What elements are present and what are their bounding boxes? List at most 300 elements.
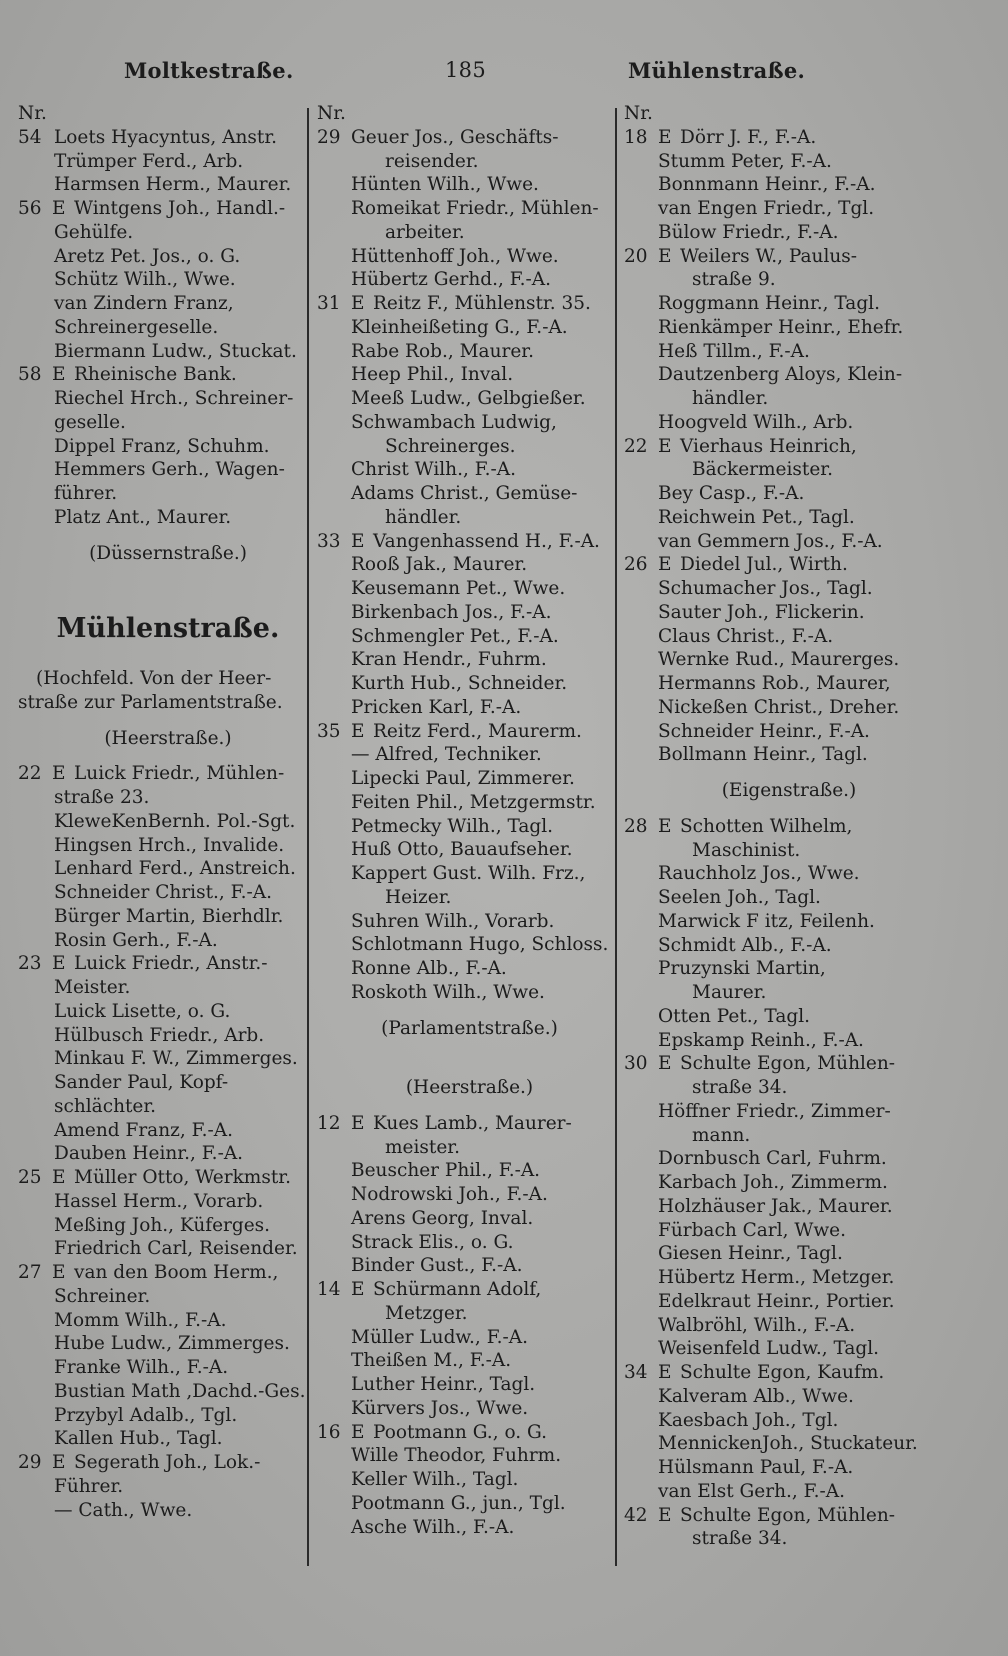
cross-street: (Heerstraße.): [104, 727, 232, 749]
entry-continuation: reisender.: [385, 150, 479, 172]
directory-entry: [317, 601, 622, 625]
resident-name: Hingsen Hrch., Invalide.: [54, 834, 285, 856]
directory-entry: [624, 363, 954, 387]
directory-entry: [18, 1071, 318, 1095]
resident-name: Asche Wilh., F.-A.: [351, 1516, 515, 1538]
resident-name: van Gemmern Jos., F.-A.: [658, 530, 883, 552]
directory-entry: [18, 1332, 318, 1356]
house-number: 54: [18, 126, 42, 148]
house-number: 16: [317, 1421, 341, 1443]
directory-entry: [624, 957, 954, 981]
directory-entry: [624, 1337, 954, 1361]
house-number: 30: [624, 1053, 648, 1075]
directory-entry: [18, 245, 318, 269]
resident-name: Nodrowski Joh., F.-A.: [351, 1184, 548, 1205]
directory-entry: [317, 1278, 622, 1302]
resident-name: MennickenJoh., Stuckateur.: [658, 1433, 918, 1455]
resident-name: Kurth Hub., Schneider.: [351, 673, 568, 694]
directory-entry: [18, 1095, 318, 1119]
entry-continuation: führer.: [54, 483, 118, 504]
directory-entry: [18, 1119, 318, 1143]
resident-name: Roskoth Wilh., Wwe.: [351, 981, 545, 1003]
entry-continuation: Maurer.: [692, 982, 767, 1003]
resident-name: Lenhard Ferd., Anstreich.: [54, 858, 296, 880]
owner-marker: E: [658, 1504, 672, 1526]
resident-name: Seelen Joh., Tagl.: [658, 887, 821, 908]
directory-entry: [624, 1124, 954, 1148]
resident-name: Schneider Christ., F.-A.: [54, 882, 272, 903]
resident-name: Minkau F. W., Zimmerges.: [54, 1048, 298, 1070]
directory-entry: [624, 577, 954, 601]
entry-block: [317, 126, 622, 1005]
directory-entry: [624, 387, 954, 411]
directory-entry: [624, 696, 954, 720]
directory-entry: [18, 1214, 318, 1238]
directory-entry: [317, 1159, 622, 1183]
house-number: 29: [18, 1452, 42, 1473]
owner-marker: E: [52, 364, 66, 386]
resident-name: Rienkämper Heinr., Ehefr.: [658, 316, 904, 338]
street-description: (Hochfeld. Von der Heer-: [36, 668, 272, 689]
directory-entry: [317, 1516, 622, 1540]
directory-entry: [624, 506, 954, 530]
resident-name: Luther Heinr., Tagl.: [351, 1374, 536, 1395]
resident-name: Hübertz Herm., Metzger.: [658, 1267, 895, 1288]
directory-entry: [317, 862, 622, 886]
directory-entry: [18, 1427, 318, 1451]
cross-street: (Düssernstraße.): [89, 542, 247, 564]
resident-name: Ronne Alb., F.-A.: [351, 958, 507, 979]
directory-entry: [317, 221, 622, 245]
resident-name: Müller Otto, Werkmstr.: [74, 1167, 291, 1188]
directory-entry: [18, 834, 318, 858]
directory-entry: [317, 506, 622, 530]
resident-name: Pruzynski Martin,: [658, 958, 826, 980]
directory-entry: [624, 1029, 954, 1053]
directory-entry: [624, 530, 954, 554]
directory-entry: [18, 1475, 318, 1499]
resident-name: Höffner Friedr., Zimmer-: [658, 1100, 891, 1122]
owner-marker: E: [351, 293, 365, 314]
directory-entry: [624, 934, 954, 958]
directory-entry: [624, 720, 954, 744]
entry-continuation: Heizer.: [385, 886, 452, 908]
entry-block: [18, 762, 318, 1522]
resident-name: Diedel Jul., Wirth.: [680, 554, 848, 576]
resident-name: Hassel Herm., Vorarb.: [54, 1190, 264, 1212]
cross-street: (Heerstraße.): [405, 1077, 534, 1098]
directory-entry: [317, 1207, 622, 1231]
directory-entry: [317, 720, 622, 744]
owner-marker: E: [658, 126, 672, 148]
directory-entry: [317, 363, 622, 387]
resident-name: Rheinische Bank.: [74, 364, 237, 386]
directory-entry: [317, 886, 622, 910]
house-number: 23: [18, 953, 42, 975]
house-number: 12: [317, 1112, 341, 1134]
directory-entry: [624, 1052, 954, 1076]
directory-entry: [317, 1468, 622, 1492]
resident-name: Stumm Peter, F.-A.: [658, 150, 832, 172]
entry-continuation: Gehülfe.: [54, 221, 134, 243]
resident-name: Pricken Karl, F.-A.: [351, 696, 522, 718]
resident-name: Rauchholz Jos., Wwe.: [658, 863, 860, 885]
resident-name: Wintgens Joh., Handl.-: [74, 198, 286, 219]
directory-entry: [317, 1136, 622, 1160]
resident-name: Schmengler Pet., F.-A.: [351, 625, 559, 647]
owner-marker: E: [351, 1112, 365, 1134]
resident-name: Schulte Egon, Mühlen-: [680, 1053, 896, 1075]
directory-entry: [317, 1349, 622, 1373]
directory-entry: [317, 838, 622, 862]
directory-entry: [18, 952, 318, 976]
resident-name: van Elst Gerh., F.-A.: [658, 1480, 845, 1502]
resident-name: Schütz Wilh., Wwe.: [54, 269, 236, 291]
resident-name: — Alfred, Techniker.: [351, 744, 542, 766]
directory-entry: [18, 387, 318, 411]
directory-entry: [18, 1166, 318, 1190]
entry-continuation: mann.: [692, 1124, 751, 1146]
directory-entry: [317, 696, 622, 720]
entry-continuation: Metzger.: [385, 1302, 468, 1324]
directory-entry: [18, 1047, 318, 1071]
directory-entry: [624, 221, 954, 245]
directory-entry: [317, 245, 622, 269]
directory-entry: [624, 1504, 954, 1528]
owner-marker: E: [658, 435, 672, 457]
directory-entry: [317, 648, 622, 672]
resident-name: Geuer Jos., Geschäfts-: [351, 126, 559, 148]
resident-name: Meeß Ludw., Gelbgießer.: [351, 388, 586, 409]
directory-entry: [317, 411, 622, 435]
house-number: 28: [624, 815, 648, 837]
resident-name: Riechel Hrch., Schreiner-: [54, 388, 294, 409]
resident-name: Binder Gust., F.-A.: [351, 1255, 523, 1277]
entry-continuation: geselle.: [54, 411, 126, 433]
directory-entry: [18, 1404, 318, 1428]
directory-entry: [317, 743, 622, 767]
house-number: 35: [317, 720, 341, 742]
resident-name: Rabe Rob., Maurer.: [351, 340, 534, 362]
resident-name: Marwick F itz, Feilenh.: [658, 910, 875, 932]
owner-marker: E: [52, 763, 66, 785]
entry-continuation: Schreinerges.: [385, 435, 516, 457]
resident-name: Kaesbach Joh., Tgl.: [658, 1409, 839, 1431]
directory-entry: [18, 1261, 318, 1285]
owner-marker: E: [52, 953, 66, 975]
house-number: 20: [624, 245, 648, 267]
directory-entry: [624, 1290, 954, 1314]
directory-entry: [624, 815, 954, 839]
resident-name: Keller Wilh., Tagl.: [351, 1469, 519, 1490]
resident-name: Beuscher Phil., F.-A.: [351, 1160, 541, 1182]
directory-entry: [317, 126, 622, 150]
directory-entry: [18, 268, 318, 292]
directory-entry: [317, 1373, 622, 1397]
house-number: 31: [317, 293, 341, 314]
directory-entry: [317, 340, 622, 364]
resident-name: — Cath., Wwe.: [54, 1499, 193, 1521]
house-number: 27: [18, 1262, 42, 1283]
directory-entry: [18, 1142, 318, 1166]
directory-entry: [624, 1076, 954, 1100]
directory-entry: [624, 245, 954, 269]
resident-name: Reichwein Pet., Tagl.: [658, 506, 855, 528]
directory-entry: [624, 672, 954, 696]
resident-name: Wernke Rud., Maurerges.: [658, 649, 900, 671]
resident-name: Kalveram Alb., Wwe.: [658, 1385, 854, 1407]
owner-marker: E: [351, 530, 365, 552]
column-3: [624, 102, 954, 1551]
directory-entry: [317, 1231, 622, 1255]
resident-name: Suhren Wilh., Vorarb.: [351, 910, 555, 932]
house-number: 26: [624, 554, 648, 576]
entry-block: [624, 126, 954, 767]
street-description: straße zur Parlamentstraße.: [18, 691, 283, 713]
resident-name: Hemmers Gerh., Wagen-: [54, 459, 285, 481]
resident-name: Sauter Joh., Flickerin.: [658, 601, 865, 623]
directory-entry: [317, 672, 622, 696]
resident-name: Nickeßen Christ., Dreher.: [658, 696, 900, 718]
owner-marker: E: [52, 1167, 66, 1188]
resident-name: Dörr J. F., F.-A.: [680, 126, 817, 148]
directory-entry: [624, 743, 954, 767]
resident-name: Arens Georg, Inval.: [351, 1207, 534, 1229]
directory-entry: [317, 957, 622, 981]
directory-entry: [317, 150, 622, 174]
directory-entry: [624, 1195, 954, 1219]
directory-entry: [624, 1432, 954, 1456]
entry-continuation: Maschinist.: [692, 839, 801, 861]
resident-name: Roggmann Heinr., Tagl.: [658, 293, 880, 314]
resident-name: Schotten Wilhelm,: [680, 815, 853, 837]
resident-name: Hülbusch Friedr., Arb.: [54, 1024, 265, 1046]
resident-name: Kleinheißeting G., F.-A.: [351, 316, 568, 338]
resident-name: Weisenfeld Ludw., Tagl.: [658, 1338, 880, 1360]
resident-name: Hübertz Gerhd., F.-A.: [351, 269, 552, 291]
resident-name: Petmecky Wilh., Tagl.: [351, 815, 554, 837]
resident-name: Weilers W., Paulus-: [680, 245, 858, 267]
directory-entry: [624, 126, 954, 150]
resident-name: Kappert Gust. Wilh. Frz.,: [351, 863, 586, 884]
directory-entry: [624, 1409, 954, 1433]
directory-entry: [18, 150, 318, 174]
entry-block: [18, 126, 318, 530]
house-number: 34: [624, 1362, 648, 1383]
nr-label: Nr.: [624, 103, 653, 124]
entry-continuation: Führer.: [54, 1475, 124, 1497]
directory-entry: [18, 1380, 318, 1404]
resident-name: Vierhaus Heinrich,: [680, 435, 857, 457]
resident-name: Vangenhassend H., F.-A.: [373, 530, 600, 552]
resident-name: Schneider Heinr., F.-A.: [658, 720, 870, 742]
owner-marker: E: [658, 815, 672, 837]
directory-entry: [18, 1024, 318, 1048]
directory-entry: [624, 1527, 954, 1551]
directory-entry: [18, 126, 318, 150]
directory-entry: [317, 387, 622, 411]
resident-name: Otten Pet., Tagl.: [658, 1005, 810, 1027]
owner-marker: E: [52, 1262, 66, 1283]
directory-entry: [317, 1421, 622, 1445]
owner-marker: E: [658, 1362, 672, 1383]
resident-name: Schumacher Jos., Tagl.: [658, 578, 873, 599]
directory-entry: [624, 601, 954, 625]
resident-name: Schlotmann Hugo, Schloss.: [351, 934, 609, 956]
directory-entry: [624, 648, 954, 672]
directory-entry: [18, 762, 318, 786]
resident-name: Keusemann Pet., Wwe.: [351, 578, 566, 599]
resident-name: Rosin Gerh., F.-A.: [54, 929, 218, 951]
resident-name: Friedrich Carl, Reisender.: [54, 1238, 298, 1260]
cross-street: (Eigenstraße.): [721, 780, 857, 801]
directory-entry: [317, 1492, 622, 1516]
directory-entry: [317, 530, 622, 554]
resident-name: Schulte Egon, Kaufm.: [680, 1362, 885, 1383]
resident-name: van Engen Friedr., Tgl.: [658, 198, 875, 219]
nr-label: Nr.: [317, 103, 346, 124]
directory-entry: [317, 1397, 622, 1421]
directory-entry: [317, 268, 622, 292]
directory-entry: [317, 625, 622, 649]
directory-entry: [317, 815, 622, 839]
resident-name: Bonnmann Heinr., F.-A.: [658, 174, 876, 196]
house-number: 29: [317, 126, 341, 148]
directory-entry: [624, 1005, 954, 1029]
directory-entry: [18, 1451, 318, 1475]
directory-entry: [317, 292, 622, 316]
directory-entry: [317, 173, 622, 197]
directory-entry: [317, 435, 622, 459]
resident-name: Romeikat Friedr., Mühlen-: [351, 198, 599, 219]
resident-name: Huß Otto, Bauaufseher.: [351, 839, 573, 861]
resident-name: Hube Ludw., Zimmerges.: [54, 1333, 290, 1355]
directory-entry: [18, 340, 318, 364]
entry-block: [317, 1112, 622, 1540]
resident-name: Amend Franz, F.-A.: [54, 1119, 233, 1141]
resident-name: Lipecki Paul, Zimmerer.: [351, 768, 575, 789]
resident-name: Dippel Franz, Schuhm.: [54, 435, 270, 457]
owner-marker: E: [351, 720, 365, 742]
directory-entry: [624, 173, 954, 197]
resident-name: Epskamp Reinh., F.-A.: [658, 1029, 864, 1051]
directory-entry: [18, 1356, 318, 1380]
directory-entry: [624, 910, 954, 934]
owner-marker: E: [351, 1421, 365, 1443]
header-right-street: Mühlenstraße.: [628, 58, 806, 83]
resident-name: Momm Wilh., F.-A.: [54, 1309, 227, 1331]
resident-name: Feiten Phil., Metzgermstr.: [351, 791, 596, 813]
entry-continuation: meister.: [385, 1136, 460, 1158]
resident-name: Adams Christ., Gemüse-: [351, 483, 578, 504]
directory-entry: [624, 1171, 954, 1195]
resident-name: Giesen Heinr., Tagl.: [658, 1243, 843, 1265]
directory-entry: [18, 881, 318, 905]
directory-entry: [18, 435, 318, 459]
resident-name: Sander Paul, Kopf-: [54, 1072, 229, 1093]
directory-entry: [624, 411, 954, 435]
resident-name: Müller Ludw., F.-A.: [351, 1326, 529, 1348]
directory-entry: [18, 1237, 318, 1261]
resident-name: Edelkraut Heinr., Portier.: [658, 1290, 895, 1312]
resident-name: Bustian Math ,Dachd.-Ges.: [54, 1380, 306, 1402]
entry-continuation: straße 23.: [54, 787, 150, 808]
resident-name: Trümper Ferd., Arb.: [54, 150, 244, 172]
house-number: 42: [624, 1504, 648, 1526]
resident-name: Dauben Heinr., F.-A.: [54, 1143, 244, 1165]
resident-name: Pootmann G., jun., Tgl.: [351, 1492, 566, 1514]
house-number: 33: [317, 530, 341, 552]
resident-name: Hoogveld Wilh., Arb.: [658, 411, 854, 433]
resident-name: Birkenbach Jos., F.-A.: [351, 601, 552, 623]
directory-entry: [317, 1326, 622, 1350]
directory-entry: [18, 506, 318, 530]
resident-name: Luick Friedr., Anstr.-: [74, 953, 268, 975]
directory-entry: [624, 1456, 954, 1480]
directory-entry: [317, 577, 622, 601]
resident-name: KleweKenBernh. Pol.-Sgt.: [54, 810, 296, 832]
resident-name: van Zindern Franz,: [54, 293, 234, 314]
resident-name: Luick Friedr., Mühlen-: [74, 763, 285, 785]
directory-entry: [624, 1266, 954, 1290]
owner-marker: E: [351, 1279, 365, 1300]
nr-label: Nr.: [18, 103, 47, 124]
directory-entry: [18, 482, 318, 506]
resident-name: Dornbusch Carl, Fuhrm.: [658, 1148, 887, 1170]
resident-name: Pootmann G., o. G.: [373, 1421, 548, 1443]
resident-name: Hünten Wilh., Wwe.: [351, 174, 539, 196]
resident-name: Segerath Joh., Lok.-: [74, 1452, 261, 1473]
resident-name: Strack Elis., o. G.: [351, 1231, 514, 1253]
resident-name: Bey Casp., F.-A.: [658, 483, 805, 504]
directory-entry: [317, 933, 622, 957]
resident-name: Wille Theodor, Fuhrm.: [351, 1445, 562, 1467]
header-left-street: Moltkestraße.: [124, 58, 294, 83]
house-number: 22: [18, 763, 42, 785]
resident-name: Hülsmann Paul, F.-A.: [658, 1457, 854, 1478]
directory-entry: [624, 435, 954, 459]
directory-entry: [624, 1385, 954, 1409]
directory-entry: [317, 482, 622, 506]
directory-entry: [317, 316, 622, 340]
resident-name: Reitz Ferd., Maurerm.: [373, 720, 582, 742]
directory-entry: [18, 976, 318, 1000]
house-number: 22: [624, 435, 648, 457]
page-number: 185: [445, 58, 486, 82]
owner-marker: E: [658, 245, 672, 267]
directory-entry: [624, 981, 954, 1005]
directory-entry: [624, 340, 954, 364]
directory-entry: [18, 411, 318, 435]
resident-name: Przybyl Adalb., Tgl.: [54, 1404, 238, 1426]
directory-entry: [18, 786, 318, 810]
directory-entry: [317, 767, 622, 791]
column-1: [18, 102, 318, 1522]
entry-continuation: arbeiter.: [385, 221, 465, 243]
house-number: 25: [18, 1167, 42, 1188]
directory-entry: [624, 1242, 954, 1266]
resident-name: Fürbach Carl, Wwe.: [658, 1219, 847, 1241]
resident-name: Schwambach Ludwig,: [351, 411, 557, 433]
resident-name: Aretz Pet. Jos., o. G.: [54, 245, 241, 267]
house-number: 58: [18, 364, 42, 386]
resident-name: Kürvers Jos., Wwe.: [351, 1397, 529, 1419]
resident-name: Karbach Joh., Zimmerm.: [658, 1172, 888, 1193]
entry-continuation: straße 34.: [692, 1077, 788, 1098]
resident-name: Reitz F., Mühlenstr. 35.: [373, 293, 591, 314]
directory-entry: [624, 1147, 954, 1171]
directory-entry: [624, 839, 954, 863]
